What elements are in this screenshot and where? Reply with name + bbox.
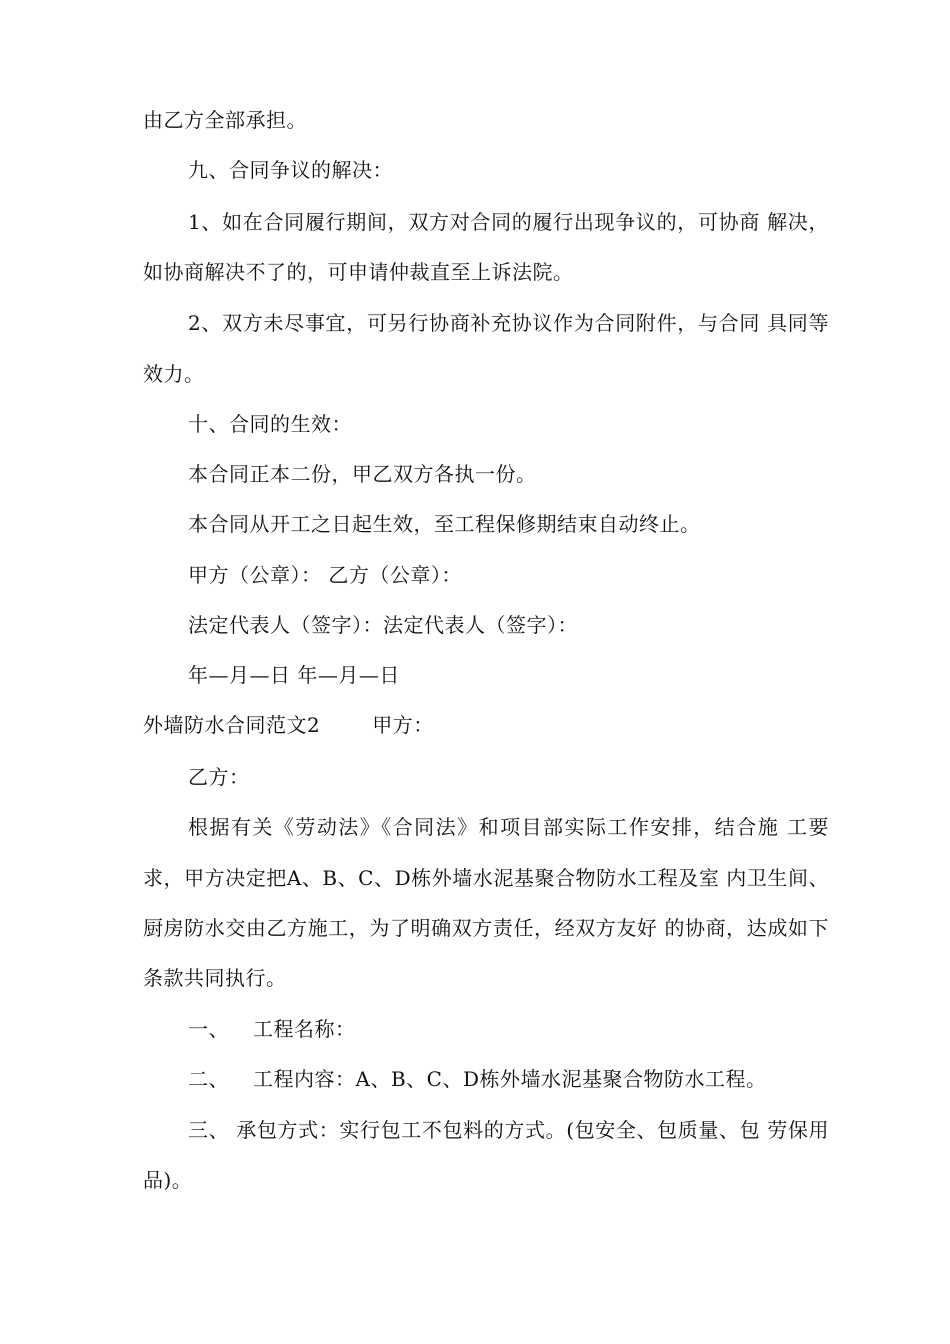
document-title: [143, 713, 434, 737]
text-line: 厨房防水交由乙方施工，为了明确双方责任，经双方友好 的协商，达成如下: [143, 916, 829, 940]
party-b-label: 乙方：: [188, 765, 250, 789]
signature-line: 甲方（公章）： 乙方（公章）：: [188, 563, 462, 587]
clause-number: 一、: [188, 1017, 229, 1041]
clause-text: 工程内容：A、B、C、D栋外墙水泥基聚合物防水工程。: [253, 1067, 767, 1091]
party-a-label: 甲方：: [372, 713, 434, 737]
text-line: 本合同正本二份，甲乙双方各执一份。: [188, 462, 537, 486]
clause-text: 工程名称：: [253, 1017, 356, 1041]
text-line: 条款共同执行。: [143, 966, 287, 990]
document-title-text: 外墙防水合同范文2: [143, 713, 321, 737]
text-line: 2、双方未尽事宜，可另行协商补充协议作为合同附件，与合同 具同等: [188, 311, 829, 335]
text-line: 本合同从开工之日起生效，至工程保修期结束自动终止。: [188, 512, 701, 536]
section-heading: 九、合同争议的解决：: [188, 158, 393, 182]
clause-line: 三、 承包方式：实行包工不包料的方式。(包安全、包质量、包 劳保用: [188, 1118, 829, 1142]
text-line: 根据有关《劳动法》《合同法》和项目部实际工作安排，结合施 工要: [188, 815, 829, 839]
text-line: 求，甲方决定把A、B、C、D栋外墙水泥基聚合物防水工程及室 内卫生间、: [143, 866, 829, 890]
clause-line: [188, 1017, 356, 1041]
signature-line: 法定代表人（签字）：法定代表人（签字）：: [188, 613, 578, 637]
section-heading: 十、合同的生效：: [188, 412, 352, 436]
text-line: 由乙方全部承担。: [143, 108, 307, 132]
clause-line: [188, 1067, 766, 1091]
clause-number: 二、: [188, 1067, 229, 1091]
text-line: 如协商解决不了的，可申请仲裁直至上诉法院。: [143, 260, 574, 284]
text-line: 品)。: [143, 1168, 193, 1192]
text-line: 1、如在合同履行期间，双方对合同的履行出现争议的，可协商 解决，: [188, 210, 829, 234]
text-line: 效力。: [143, 362, 205, 386]
date-line: 年—月—日 年—月—日: [188, 663, 400, 687]
